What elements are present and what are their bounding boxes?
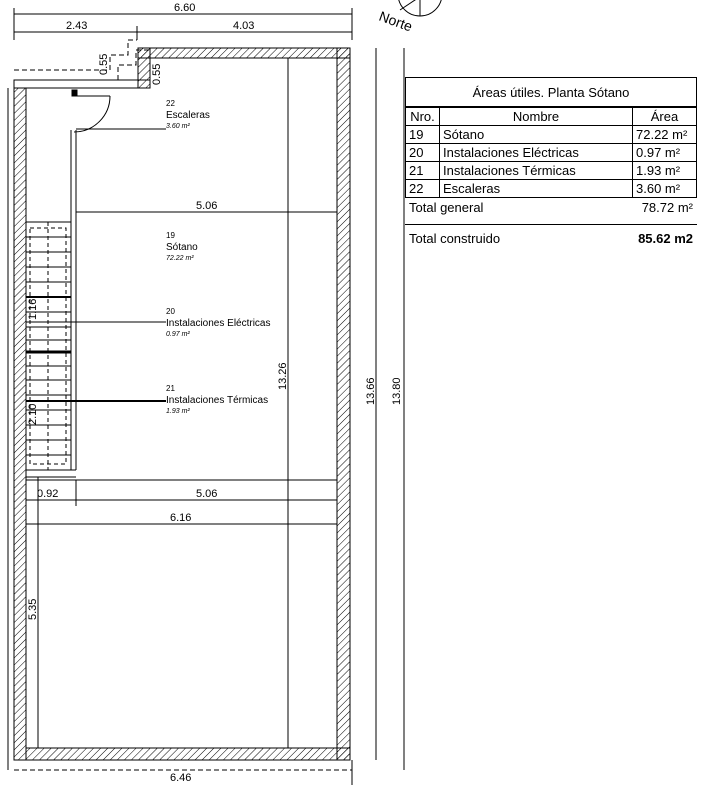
row-nombre: Instalaciones Térmicas [440,162,633,180]
dim-inner-width-mid: 5.06 [196,488,218,500]
row-area: 72.22 m² [633,126,697,144]
svg-text:19: 19 [166,231,175,240]
dim-height-outer-1: 13.66 [365,377,377,405]
svg-text:20: 20 [166,307,175,316]
dim-top-total: 6.60 [174,2,196,14]
dim-bottom-total: 6.46 [170,772,192,784]
row-nombre: Escaleras [440,180,633,198]
svg-text:21: 21 [166,384,175,393]
total-general-value: 78.72 m² [641,200,693,215]
svg-text:Sótano: Sótano [166,242,198,253]
svg-text:Instalaciones Eléctricas: Instalaciones Eléctricas [166,318,271,329]
svg-text:72.22 m²: 72.22 m² [166,255,194,262]
total-construido-label: Total construido [409,231,501,246]
table-header-row [406,108,697,126]
svg-text:Instalaciones Térmicas: Instalaciones Térmicas [166,395,269,406]
table-row [406,162,697,180]
row-area: 1.93 m² [633,162,697,180]
svg-text:1.93 m²: 1.93 m² [166,408,190,415]
dim-inner-width-upper: 5.06 [196,200,218,212]
total-general [405,198,697,218]
row-nro: 21 [406,162,440,180]
dim-height-inner: 13.26 [277,362,289,390]
svg-text:0.97 m²: 0.97 m² [166,331,190,338]
dim-top-left: 2.43 [66,20,88,32]
stairs [26,222,71,470]
dim-notch-right: 0.55 [151,63,163,85]
area-table-title: Áreas útiles. Planta Sótano [405,77,697,107]
row-nro: 22 [406,180,440,198]
dim-stair-width: 0.92 [37,488,59,500]
row-nro: 19 [406,126,440,144]
header-nro: Nro. [406,108,440,126]
svg-text:Escaleras: Escaleras [166,110,210,121]
row-area: 0.97 m² [633,144,697,162]
area-table-grid [405,107,697,198]
north-arrow [377,0,442,35]
table-row [406,126,697,144]
svg-text:22: 22 [166,99,175,108]
total-general-label: Total general [409,200,484,215]
total-construido [405,224,697,253]
total-construido-value: 85.62 m2 [638,231,693,246]
dim-lower-room-height: 5.35 [27,598,39,620]
dim-top-right: 4.03 [233,20,255,32]
table-row [406,180,697,198]
room-label-escaleras [76,99,210,130]
dim-stair-upper: 1.16 [27,298,39,320]
dim-notch-left: 0.55 [98,53,110,75]
room-label-sotano [166,231,198,262]
dim-height-outer-2: 13.80 [391,377,403,405]
area-table [405,77,697,253]
table-row [406,144,697,162]
header-area: Área [633,108,697,126]
slab-outline [14,40,150,80]
row-nro: 20 [406,144,440,162]
header-nombre: Nombre [440,108,633,126]
dim-inner-width-lower: 6.16 [170,512,192,524]
door-swing [72,90,110,132]
row-nombre: Sótano [440,126,633,144]
north-label: Norte [376,7,415,35]
svg-text:3.60 m²: 3.60 m² [166,123,190,130]
row-area: 3.60 m² [633,180,697,198]
dim-stair-lower: 2.10 [27,403,39,425]
row-nombre: Instalaciones Eléctricas [440,144,633,162]
